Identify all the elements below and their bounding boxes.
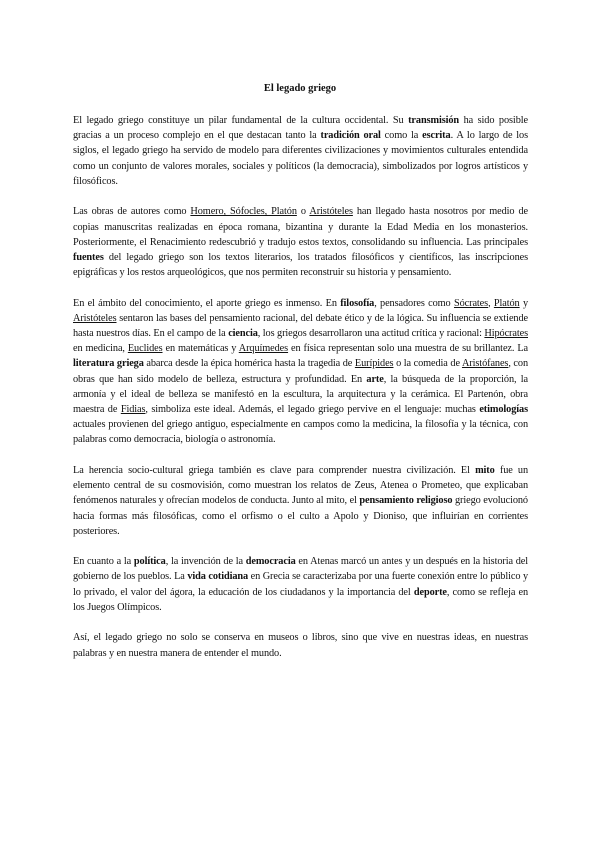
document-body — [73, 113, 528, 676]
underlined-name: Sócrates — [453, 297, 489, 309]
text-run: abarca desde la épica homérica hasta la tragedia de — [143, 358, 355, 370]
text-run: y — [519, 297, 529, 309]
underlined-name: Arquímedes — [238, 343, 289, 355]
text-run: del legado griego son los textos literarios, los tratados filosóficos y científicos, las inscripciones epigráficas y los restos arqueológicos, que nos permiten reconstruir su historia y pensamiento. — [73, 251, 528, 279]
text-run: sentaron las bases del pensamiento racional, del debate ético y de la lógica. Su influencia se extiende hasta nuestros días. En el campo de la — [73, 312, 528, 340]
bold-term: etimologías — [479, 404, 528, 416]
text-run: en matemáticas y — [162, 343, 239, 355]
text-run: , con obras que han sido modelo de belleza, estructura y profundidad. En — [73, 358, 529, 385]
bold-term: ciencia — [228, 328, 258, 340]
bold-term: democracia — [245, 556, 296, 568]
underlined-name: Aristófanes — [461, 358, 509, 370]
underlined-name: Homero, Sófocles, Platón — [190, 206, 297, 218]
paragraph-conclusion — [73, 630, 528, 660]
paragraph-conocimiento — [73, 296, 528, 448]
paragraph-herencia-socio-cultural — [73, 463, 528, 539]
underlined-name: Aristóteles — [309, 206, 353, 218]
text-run: Así, el legado griego no solo se conserva en museos o libros, sino que vive en nuestras ideas, en nuestras palabras y en nuestra manera de entender el mundo. — [73, 632, 528, 659]
text-run: fue un elemento central de su cosmovisión, como muestran los relatos de Zeus, Atenea o Prometeo, que explicaban fenómenos naturales y ofrecían modelos de conducta. Junto al mito, el — [73, 464, 528, 507]
text-run: en Grecia se caracterizaba por una fuerte conexión entre lo público y lo privado, el valor del ágora, la educación de los ciudadanos y la importancia del — [73, 571, 528, 598]
text-run: El legado griego constituye un pilar fundamental de la cultura occidental. Su — [73, 115, 409, 126]
underlined-name: Fidias — [120, 404, 146, 416]
underlined-name: Euclides — [127, 343, 163, 355]
text-run: , pensadores como — [374, 297, 454, 309]
text-run: o — [296, 206, 310, 218]
text-run: La herencia socio-cultural griega también es clave para comprender nuestra civilización. El — [73, 464, 476, 476]
text-run: En el ámbito del conocimiento, el aporte griego es inmenso. En — [73, 297, 341, 309]
text-run: , simboliza este ideal. Además, el legado griego pervive en el lenguaje: muchas — [145, 404, 480, 416]
bold-term: fuentes — [73, 251, 104, 263]
text-run: En cuanto a la — [73, 556, 134, 568]
text-run: , la invención de la — [165, 556, 246, 568]
bold-term: filosofía — [340, 297, 375, 309]
text-run: actuales provienen del griego antiguo, especialmente en campos como la medicina, la filosofía y la técnica, con palabras como democracia, biología o astronomía. — [73, 419, 528, 446]
text-run: Las obras de autores como — [73, 206, 191, 218]
underlined-name: Aristóteles — [73, 312, 117, 324]
bold-term: transmisión — [408, 115, 460, 126]
underlined-name: Hipócrates — [484, 328, 528, 340]
text-run: griego evolucionó hacia formas más filosóficas, como el orfismo o el culto a Apolo y Dioniso, que influirían en corrientes posteriores. — [73, 495, 528, 537]
bold-term: mito — [475, 464, 495, 476]
text-run: o la comedia de — [393, 358, 462, 370]
paragraph-politica-vida-cotidiana — [73, 554, 528, 615]
bold-term: tradición oral — [320, 130, 381, 142]
bold-term: política — [133, 556, 166, 568]
text-run: en medicina, — [73, 343, 128, 355]
bold-term: literatura griega — [73, 358, 144, 370]
text-run: como la — [380, 130, 423, 142]
bold-term: deporte — [413, 586, 447, 598]
text-run: , la búsqueda de la proporción, la armonía y el ideal de belleza se manifestó en la escultura, la arquitectura y la cerámica. El Partenón, obra maestra de — [73, 373, 529, 416]
bold-term: arte — [366, 373, 384, 385]
bold-term: vida cotidiana — [187, 571, 249, 583]
text-run: ha sido posible gracias a un proceso complejo en el que destacan tanto la — [73, 115, 528, 142]
paragraph-fuentes — [73, 204, 528, 280]
paragraph-transmision — [73, 113, 528, 189]
bold-term: escrita — [422, 130, 451, 142]
text-run: , los griegos desarrollaron una actitud crítica y racional: — [257, 328, 485, 340]
bold-term: pensamiento religioso — [359, 495, 453, 507]
text-run: , — [488, 297, 494, 309]
text-run: . A lo largo de los siglos, el legado griego ha servido de modelo para diferentes civilizaciones y movimientos culturales entendida como un conjunto de valores morales, sociales y políticos (la democracia), simbolizados por logros artísticos y filosóficos. — [73, 130, 528, 187]
underlined-name: Platón — [493, 297, 520, 309]
text-run: en física representan solo una muestra de su brillantez. La — [288, 343, 528, 355]
document-title: El legado griego — [263, 83, 337, 94]
text-run: han llegado hasta nosotros por medio de copias manuscritas realizadas en época romana, bizantina y durante la Edad Media en los monasterios. Posteriormente, el Renacimiento redescubrió y tradujo estos textos, consolidando su influencia. Las principales — [73, 206, 528, 248]
text-run: en Atenas marcó un antes y un después en la historia del gobierno de los pueblos. La — [73, 556, 529, 583]
underlined-name: Eurípides — [354, 358, 394, 370]
text-run: , como se refleja en los Juegos Olímpicos. — [73, 586, 529, 613]
